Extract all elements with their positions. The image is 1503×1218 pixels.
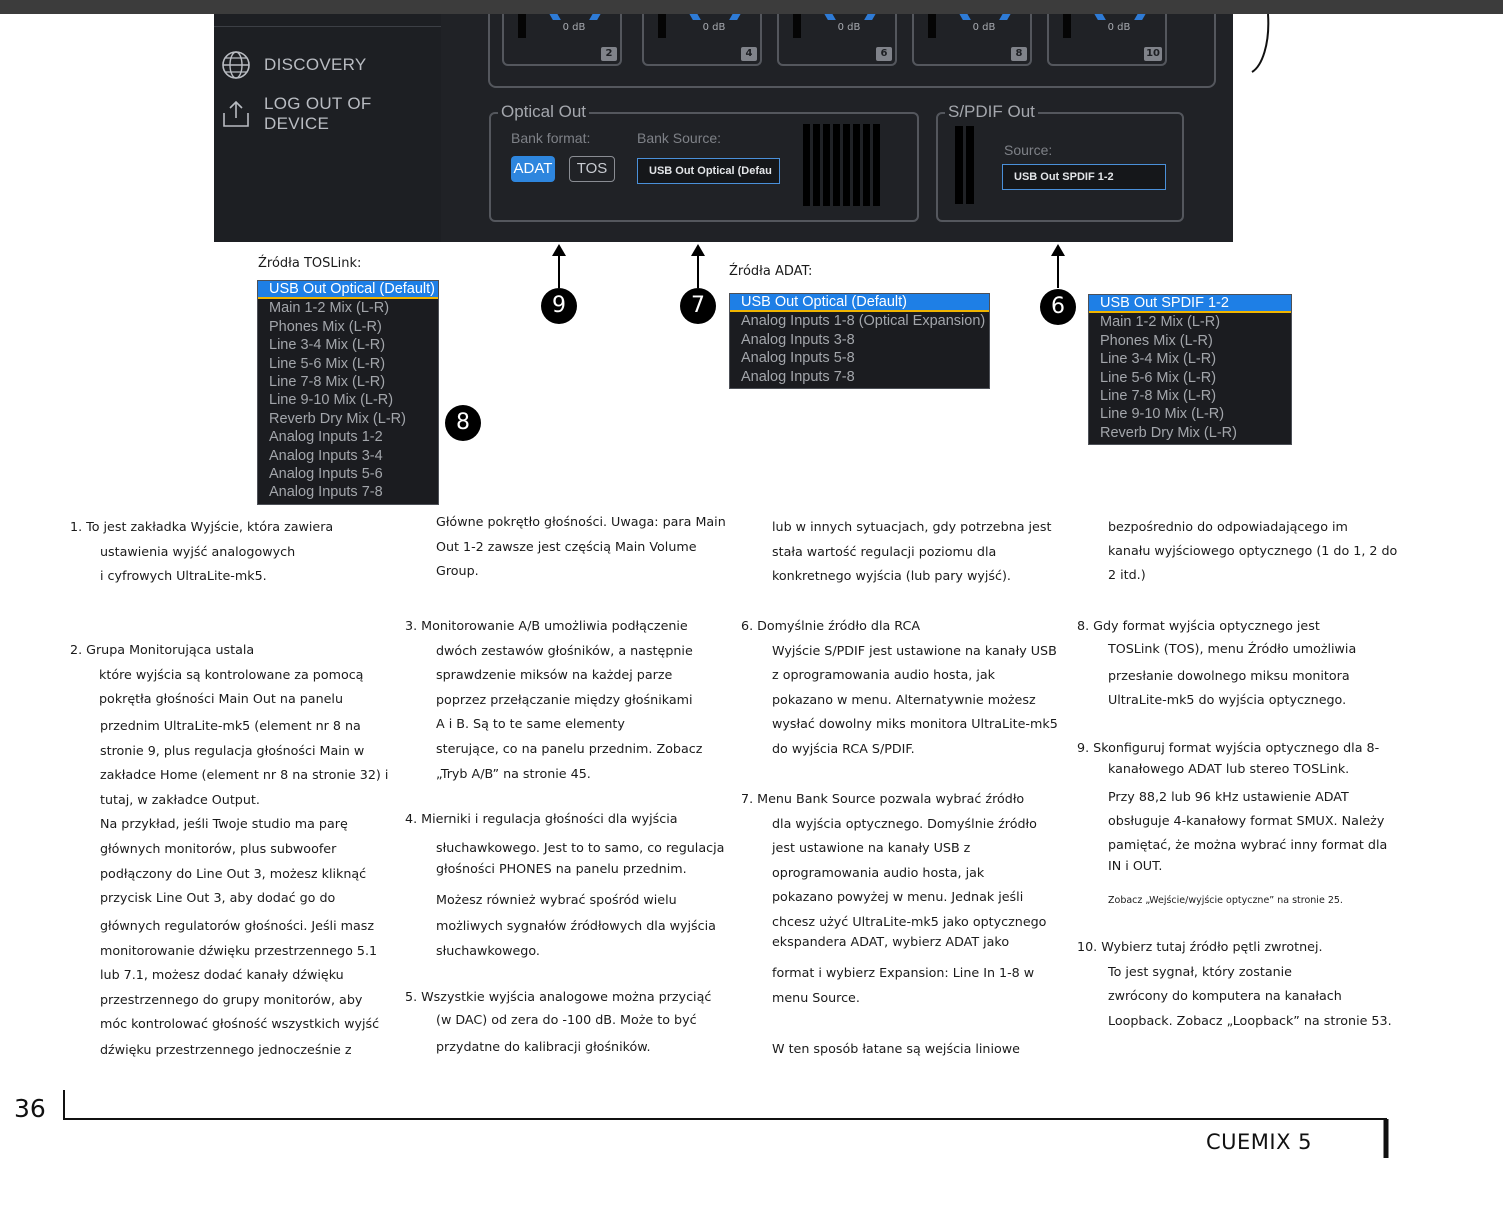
text-line: monitorowanie dźwięku przestrzennego 5.1: [100, 942, 378, 958]
paragraph-2-cont2: [100, 914, 379, 1037]
paragraph-6: [741, 614, 1058, 762]
text-line: 2. Grupa Monitorująca ustala: [70, 642, 255, 657]
paragraph-5-end: [772, 515, 1051, 589]
text-line: Loopback. Zobacz „Loopback” na stronie 53.: [1108, 1012, 1392, 1028]
sidebar-item-logout[interactable]: [220, 94, 441, 134]
paragraph-4-cont: [436, 837, 724, 879]
text-line: 4. Mierniki i regulacja głośności dla wyjścia: [405, 811, 678, 826]
text-line: głośności PHONES na panelu przednim.: [436, 861, 687, 876]
channel-volume: 0 dB: [1107, 22, 1131, 33]
bracket-curve: [1248, 14, 1278, 76]
paragraph-1: [70, 515, 333, 589]
list-item[interactable]: USB Out Optical (Default): [730, 294, 989, 312]
text-line: dla wyjścia optycznego. Domyślnie źródło: [772, 815, 1037, 831]
arrow-up: [697, 254, 699, 288]
list-item[interactable]: Main 1-2 Mix (L-R): [1100, 314, 1221, 331]
text-line: przydatne do kalibracji głośników.: [436, 1039, 651, 1054]
list-item[interactable]: Reverb Dry Mix (L-R): [269, 410, 406, 427]
text-line: 5. Wszystkie wyjścia analogowe można przyciąć: [405, 989, 712, 1004]
text-line: bezpośrednio do odpowiadającego im: [1108, 519, 1348, 534]
text-line: 9. Skonfiguruj format wyjścia optycznego dla 8-: [1077, 740, 1380, 755]
paragraph-2: [70, 638, 363, 712]
channel-number: 6: [876, 47, 892, 61]
list-item[interactable]: Analog Inputs 3-4: [269, 447, 383, 464]
text-line: oprogramowania audio hosta, jak: [772, 864, 985, 880]
logout-icon: [220, 99, 252, 129]
knob-arc: [1092, 14, 1106, 20]
list-item[interactable]: Line 7-8 Mix (L-R): [269, 373, 386, 390]
channel-number: 10: [1146, 48, 1160, 59]
sidebar-item-discovery[interactable]: [220, 50, 367, 80]
spdif-source-select[interactable]: USB Out SPDIF 1-2: [1002, 164, 1166, 190]
level-meter: [1063, 14, 1071, 38]
knob-arc: [547, 14, 561, 20]
bank-source-label: Bank Source:: [637, 130, 722, 146]
channel-strip[interactable]: [912, 14, 1032, 66]
text-line: poprzez przełączanie między głośnikami: [436, 691, 693, 707]
paragraph-2-cont: [100, 714, 388, 911]
list-item[interactable]: USB Out SPDIF 1-2: [1089, 295, 1291, 313]
text-line: 7. Menu Bank Source pozwala wybrać źródło: [741, 791, 1025, 806]
text-line: 3. Monitorowanie A/B umożliwia podłączenie: [405, 618, 688, 633]
sidebar: [214, 14, 441, 242]
spdif-level-meters: [955, 126, 974, 204]
text-line: móc kontrolować głośność wszystkich wyjść: [100, 1016, 380, 1032]
text-line: przestrzennego do grupy monitorów, aby: [100, 991, 363, 1007]
text-line: dźwięku przestrzennego jednocześnie z: [100, 1042, 352, 1057]
toslink-source-list: [257, 280, 439, 505]
optical-level-meters: [803, 124, 880, 206]
list-item[interactable]: Analog Inputs 1-2: [269, 429, 383, 446]
paragraph-9: [1077, 737, 1379, 779]
text-line: To jest sygnał, który zostanie: [1108, 963, 1292, 979]
text-line: jest ustawione na kanały USB z: [772, 840, 971, 856]
list-item[interactable]: Line 9-10 Mix (L-R): [269, 392, 394, 409]
text-line: i cyfrowych UltraLite-mk5.: [100, 568, 267, 584]
paragraph-9-cont: [1108, 785, 1387, 875]
callout-marker: 6: [1040, 289, 1076, 325]
text-line: „Tryb A/B” na stronie 45.: [436, 765, 591, 781]
paragraph-8: [1077, 614, 1356, 660]
text-line: 2 itd.): [1108, 567, 1146, 582]
knob-arc: [864, 14, 878, 20]
text-line: głównych monitorów, plus subwoofer: [100, 840, 337, 856]
text-line: 1. To jest zakładka Wyjście, która zawiera: [70, 519, 334, 534]
text-line: zakładce Home (element nr 8 na stronie 32) i: [100, 767, 389, 783]
spdif-source-label: Source:: [1004, 142, 1053, 158]
text-line: lub 7.1, możesz dodać kanały dźwięku: [100, 967, 344, 983]
text-line: podłączony do Line Out 3, możesz kliknąć: [100, 865, 367, 881]
paragraph-7: [741, 787, 1037, 910]
list-item[interactable]: Line 7-8 Mix (L-R): [1100, 387, 1217, 404]
output-channels-panel: [488, 14, 1216, 88]
text-line: przesłanie dowolnego miksu monitora: [1108, 668, 1350, 683]
list-item[interactable]: Phones Mix (L-R): [269, 318, 382, 335]
channel-volume: 0 dB: [837, 22, 861, 33]
channel-strip[interactable]: [502, 14, 622, 66]
paragraph-10: [1077, 935, 1392, 1033]
footer-rule: [62, 1090, 1392, 1160]
knob-arc: [729, 14, 743, 20]
list-item[interactable]: Analog Inputs 7-8: [741, 368, 855, 385]
knob-arc: [957, 14, 971, 20]
text-line: przycisk Line Out 3, aby dodać go do: [100, 890, 336, 906]
text-line: ekspandera ADAT, wybierz ADAT jako: [772, 934, 1010, 949]
text-line: przednim UltraLite-mk5 (element nr 8 na: [100, 718, 361, 733]
callout-marker: 8: [445, 405, 481, 441]
text-line: 6. Domyślnie źródło dla RCA: [741, 618, 920, 633]
knob-arc: [1134, 14, 1148, 20]
paragraph-4: [405, 807, 678, 832]
paragraph-8-cont: [1108, 664, 1350, 712]
text-line: 10. Wybierz tutaj źródło pętli zwrotnej.: [1077, 939, 1323, 954]
text-line: lub w innych sytuacjach, gdy potrzebna jest: [772, 519, 1052, 534]
list-item[interactable]: Line 5-6 Mix (L-R): [269, 355, 386, 372]
channel-number: 8: [1011, 47, 1027, 61]
sidebar-divider: [214, 26, 441, 27]
page-number: 36: [14, 1094, 46, 1123]
bank-format-label: Bank format:: [511, 130, 591, 146]
text-line: pokrętła głośności Main Out na panelu: [99, 691, 343, 707]
text-line: do wyjścia RCA S/PDIF.: [772, 740, 915, 756]
channel-number: 2: [601, 47, 617, 61]
text-line: obsługuje 4-kanałowy format SMUX. Należy: [1108, 813, 1385, 828]
text-line: zwrócony do komputera na kanałach: [1108, 988, 1342, 1004]
text-line: stronie 9, plus regulacja głośności Main w: [100, 742, 365, 758]
channel-number: 4: [741, 47, 757, 61]
level-meter: [928, 14, 936, 38]
text-line: sprawdzenie miksów na każdej parze: [436, 667, 673, 683]
paragraph-7-end: [1108, 515, 1397, 587]
text-line: Na przykład, jeśli Twoje studio ma parę: [100, 816, 348, 832]
text-line: konkretnego wyjścia (lub pary wyjść).: [772, 568, 1011, 584]
bank-source-select[interactable]: USB Out Optical (Defau: [637, 158, 780, 184]
text-line: wysłać dowolny miks monitora UltraLite-mk5: [772, 716, 1058, 732]
list-item[interactable]: Analog Inputs 5-8: [741, 350, 855, 367]
adat-source-list: [729, 293, 990, 389]
text-line: (w DAC) od zera do -100 dB. Może to być: [436, 1012, 697, 1027]
list-item[interactable]: Phones Mix (L-R): [1100, 332, 1213, 349]
knob-arc: [822, 14, 836, 20]
text-line: z oprogramowania audio hosta, jak: [772, 667, 995, 683]
text-line: ustawienia wyjść analogowych: [100, 543, 296, 559]
arrow-up: [1057, 254, 1059, 288]
callout-marker: 9: [541, 288, 577, 324]
tos-button[interactable]: TOS: [569, 156, 615, 182]
list-item[interactable]: Line 9-10 Mix (L-R): [1100, 406, 1225, 423]
list-item[interactable]: Analog Inputs 7-8: [269, 484, 383, 501]
paragraph-2-end: [436, 510, 726, 584]
channel-volume: 0 dB: [972, 22, 996, 33]
text-line: pokazano powyżej w menu. Jednak jeśli: [772, 889, 1024, 905]
text-line: które wyjścia są kontrolowane za pomocą: [99, 666, 364, 682]
text-line: sterujące, co na panelu przednim. Zobacz: [436, 740, 703, 756]
list-item[interactable]: Line 5-6 Mix (L-R): [1100, 369, 1217, 386]
text-line: Wyjście S/PDIF jest ustawione na kanały USB: [772, 642, 1057, 658]
list-item[interactable]: Analog Inputs 5-6: [269, 465, 383, 482]
text-line: słuchawkowego. Jest to to samo, co regulacja: [436, 840, 725, 855]
list-item[interactable]: Analog Inputs 1-8 (Optical Expansion): [741, 313, 986, 330]
text-line: menu Source.: [772, 989, 860, 1005]
cuemix-screenshot: [214, 14, 1233, 242]
text-line: TOSLink (TOS), menu Źródło umożliwia: [1108, 641, 1357, 656]
text-line: Group.: [436, 563, 479, 579]
optical-out-group: [489, 102, 919, 222]
list-item[interactable]: Line 3-4 Mix (L-R): [269, 337, 386, 354]
text-line: format i wybierz Expansion: Line In 1-8 w: [772, 965, 1035, 980]
paragraph-4-cont2: [436, 887, 716, 964]
text-line: Out 1-2 zawsze jest częścią Main Volume: [436, 538, 697, 554]
list-item[interactable]: Line 3-4 Mix (L-R): [1100, 351, 1217, 368]
text-line: głównych regulatorów głośności. Jeśli masz: [100, 918, 375, 933]
channel-strip[interactable]: [777, 14, 897, 66]
level-meter: [658, 14, 666, 38]
text-line: pokazano w menu. Alternatywnie możesz: [772, 691, 1036, 707]
text-line: tutaj, w zakładce Output.: [100, 791, 260, 807]
text-line: 8. Gdy format wyjścia optycznego jest: [1077, 618, 1320, 633]
level-meter: [518, 14, 526, 38]
optical-out-title: Optical Out: [498, 102, 589, 122]
knob-arc: [589, 14, 603, 20]
text-line: pamiętać, że można wybrać inny format dla: [1108, 837, 1388, 852]
paragraph-7-cont: [772, 912, 1046, 952]
text-line: W ten sposób łatane są wejścia liniowe: [772, 1041, 1020, 1056]
text-line: IN i OUT.: [1108, 858, 1163, 873]
cross-reference-note: Zobacz „Wejście/wyjście optyczne” na stronie 25.: [1108, 895, 1343, 906]
text-line: Możesz również wybrać spośród wielu: [436, 892, 677, 907]
text-line: A i B. Są to te same elementy: [436, 716, 625, 732]
paragraph-5: [405, 985, 711, 1031]
adat-button[interactable]: ADAT: [511, 156, 555, 182]
paragraph-7-cont2: [772, 961, 1034, 1010]
knob-arc: [999, 14, 1013, 20]
text-line: kanału wyjściowego optycznego (1 do 1, 2 do: [1108, 543, 1398, 558]
sidebar-item-label: DISCOVERY: [264, 55, 367, 74]
text-line: słuchawkowego.: [436, 943, 540, 958]
list-item[interactable]: Analog Inputs 3-8: [741, 331, 855, 348]
text-line: stała wartość regulacji poziomu dla: [772, 543, 997, 559]
text-line: kanałowego ADAT lub stereo TOSLink.: [1108, 761, 1350, 776]
spdif-out-title: S/PDIF Out: [945, 102, 1038, 122]
globe-icon: [220, 50, 252, 80]
adat-caption: Źródła ADAT:: [729, 264, 813, 279]
text-line: możliwych sygnałów źródłowych dla wyjścia: [436, 917, 716, 933]
text-line: Przy 88,2 lub 96 kHz ustawienie ADAT: [1108, 789, 1349, 804]
spdif-source-list: [1088, 294, 1292, 445]
text-line: UltraLite-mk5 do wyjścia optycznego.: [1108, 692, 1347, 707]
arrow-up: [558, 254, 560, 288]
knob-arc: [687, 14, 701, 20]
text-line: chcesz użyć UltraLite-mk5 jako optycznego: [772, 914, 1047, 929]
level-meter: [793, 14, 801, 38]
top-bar: [0, 0, 1503, 14]
sidebar-item-label: LOG OUT OF DEVICE: [264, 94, 372, 133]
list-item[interactable]: Main 1-2 Mix (L-R): [269, 300, 390, 317]
channel-strip[interactable]: [642, 14, 762, 66]
channel-volume: 0 dB: [562, 22, 586, 33]
product-name: CUEMIX 5: [1206, 1130, 1313, 1154]
list-item[interactable]: USB Out Optical (Default): [258, 281, 438, 299]
spdif-out-group: [936, 102, 1184, 222]
channel-volume: 0 dB: [702, 22, 726, 33]
text-line: Główne pokrętło głośności. Uwaga: para Main: [436, 514, 726, 529]
list-item[interactable]: Reverb Dry Mix (L-R): [1100, 424, 1237, 441]
text-line: dwóch zestawów głośników, a następnie: [436, 642, 693, 658]
channel-strip[interactable]: [1047, 14, 1167, 66]
toslink-caption: Źródła TOSLink:: [258, 256, 362, 271]
callout-marker: 7: [680, 288, 716, 324]
paragraph-3: [405, 614, 702, 786]
